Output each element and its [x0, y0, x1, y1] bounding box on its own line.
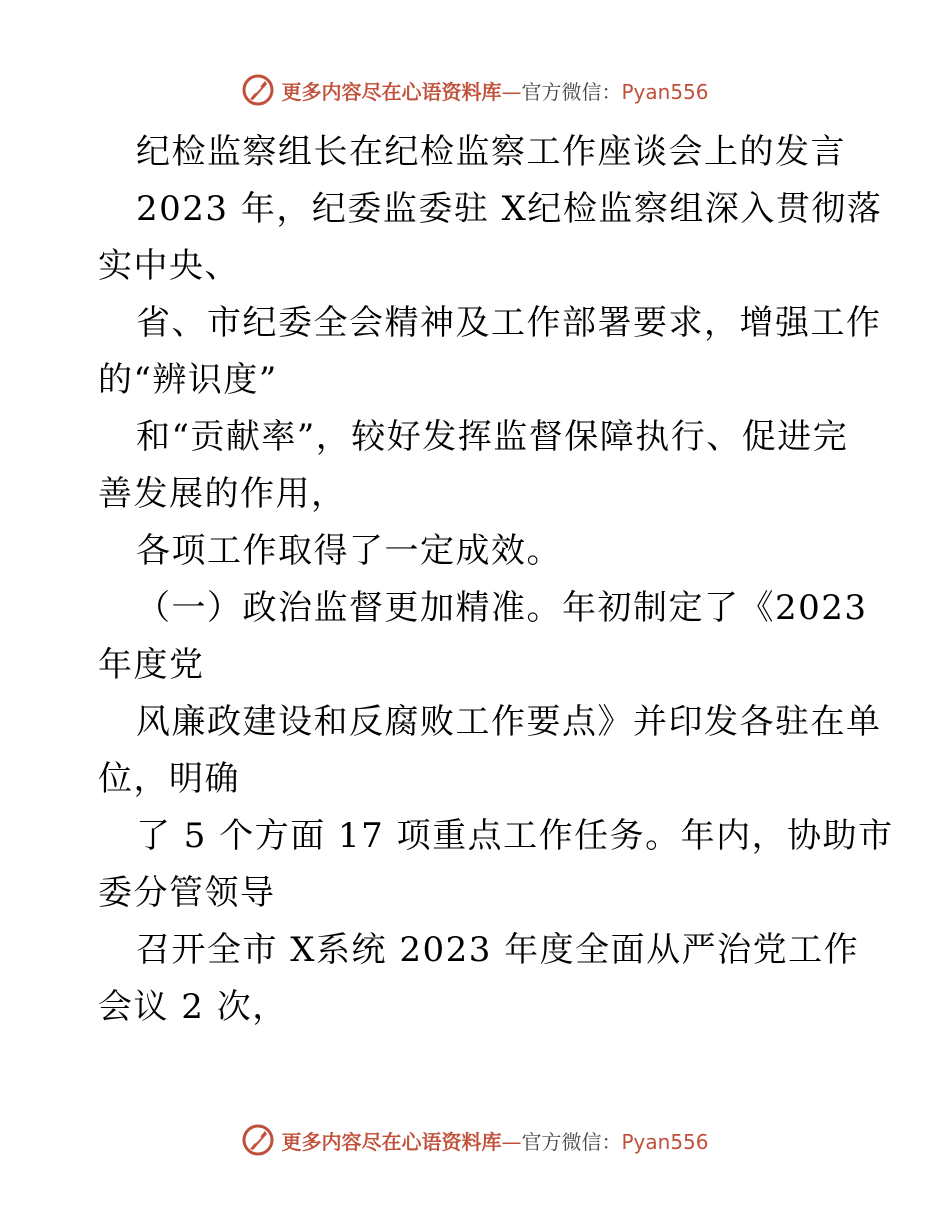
- doc-line: 风廉政建设和反腐败工作要点》并印发各驻在单: [136, 702, 882, 742]
- doc-line: 年度党: [98, 645, 205, 685]
- doc-line: 实中央、: [98, 246, 240, 286]
- banner-official-label: 官方微信：: [521, 79, 622, 104]
- doc-line: 善发展的作用，: [98, 474, 347, 514]
- banner-account-id: Pyan556: [621, 1129, 709, 1154]
- footer-watermark-banner: [0, 1120, 950, 1160]
- doc-line: 省、市纪委全会精神及工作部署要求，增强工作: [136, 303, 882, 343]
- doc-line: 了 5 个方面 17 项重点工作任务。年内，协助市: [136, 816, 894, 856]
- doc-line: 各项工作取得了一定成效。: [136, 531, 562, 571]
- banner-account-id: Pyan556: [621, 79, 709, 104]
- banner-separator: —: [501, 1129, 522, 1154]
- feather-pen-logo-icon: [241, 73, 275, 107]
- doc-line: 会议 2 次，: [98, 987, 288, 1027]
- doc-line: 召开全市 X系统 2023 年度全面从严治党工作: [136, 930, 860, 970]
- feather-pen-logo-icon: [241, 1123, 275, 1157]
- doc-line: 委分管领导: [98, 873, 276, 913]
- doc-line: 的“辨识度”: [98, 360, 278, 400]
- banner-separator: —: [501, 79, 522, 104]
- doc-line: （一）政治监督更加精准。年初制定了《2023: [136, 588, 868, 628]
- doc-line: 和“贡献率”，较好发挥监督保障执行、促进完: [136, 417, 849, 457]
- doc-line: 位，明确: [98, 759, 240, 799]
- banner-official-label: 官方微信：: [521, 1129, 622, 1154]
- document-body: [98, 124, 894, 1036]
- doc-line: 2023 年，纪委监委驻 X纪检监察组深入贯彻落: [136, 189, 883, 229]
- banner-main-text: 更多内容尽在心语资料库: [281, 79, 502, 104]
- header-watermark-banner: [0, 70, 950, 110]
- doc-title: 纪检监察组长在纪检监察工作座谈会上的发言: [136, 132, 846, 172]
- banner-main-text: 更多内容尽在心语资料库: [281, 1129, 502, 1154]
